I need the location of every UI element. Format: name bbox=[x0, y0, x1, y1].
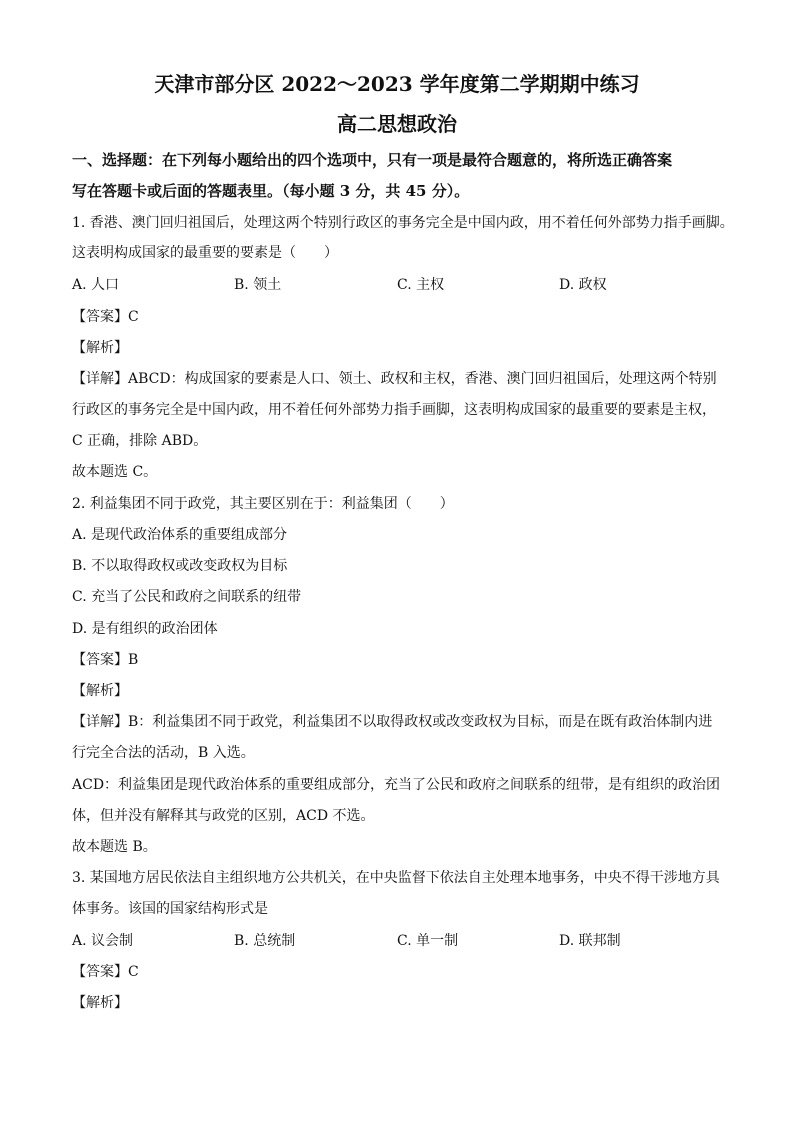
q1-option-a: A. 人口 bbox=[72, 277, 120, 293]
q3-answer: 【答案】C bbox=[72, 964, 139, 980]
section-instructions-line2: 写在答题卡或后面的答题表里。（每小题 3 分，共 45 分）。 bbox=[72, 182, 470, 200]
q2-conclusion: 故本题选 B。 bbox=[72, 839, 157, 855]
q1-detail-line1: 【详解】ABCD：构成国家的要素是人口、领土、政权和主权，香港、澳门回归祖国后，处理这两个特别 bbox=[72, 371, 717, 387]
q1-option-b: B. 领土 bbox=[234, 277, 282, 293]
q3-option-d: D. 联邦制 bbox=[559, 933, 621, 949]
q2-option-a: A. 是现代政治体系的重要组成部分 bbox=[72, 527, 288, 543]
q3-option-b: B. 总统制 bbox=[234, 933, 296, 949]
q1-detail-line2: 行政区的事务完全是中国内政，用不着任何外部势力指手画脚，这表明构成国家的最重要的要素是主权， bbox=[72, 402, 716, 418]
q1-stem-line1: 1. 香港、澳门回归祖国后，处理这两个特别行政区的事务完全是中国内政，用不着任何外部势力指手画脚。 bbox=[72, 215, 734, 231]
q1-stem-line2: 这表明构成国家的最重要的要素是（ ） bbox=[72, 245, 338, 261]
q1-option-c: C. 主权 bbox=[397, 277, 445, 293]
q2-analysis-label: 【解析】 bbox=[72, 683, 128, 699]
q1-analysis-label: 【解析】 bbox=[72, 340, 128, 356]
q2-detail-line2: 行完全合法的活动，B 入选。 bbox=[72, 745, 255, 761]
q3-option-c: C. 单一制 bbox=[397, 933, 459, 949]
q2-detail-line1: 【详解】B：利益集团不同于政党，利益集团不以取得政权或改变政权为目标，而是在既有政治体制内进 bbox=[72, 714, 713, 730]
q3-stem-line2: 体事务。该国的国家结构形式是 bbox=[72, 901, 268, 917]
q3-option-a: A. 议会制 bbox=[72, 933, 134, 949]
q2-option-c: C. 充当了公民和政府之间联系的纽带 bbox=[72, 589, 302, 605]
q2-option-d: D. 是有组织的政治团体 bbox=[72, 621, 218, 637]
q2-answer: 【答案】B bbox=[72, 652, 139, 668]
q1-option-d: D. 政权 bbox=[559, 277, 607, 293]
document-subtitle: 高二思想政治 bbox=[337, 112, 457, 136]
q1-conclusion: 故本题选 C。 bbox=[72, 464, 158, 480]
q3-stem-line1: 3. 某国地方居民依法自主组织地方公共机关，在中央监督下依法自主处理本地事务，中央不得干涉地方具 bbox=[72, 870, 720, 886]
q1-answer: 【答案】C bbox=[72, 309, 139, 325]
q3-analysis-label: 【解析】 bbox=[72, 995, 128, 1011]
q2-stem: 2. 利益集团不同于政党，其主要区别在于：利益集团（ ） bbox=[72, 496, 454, 512]
q2-detail-line4: 体，但并没有解释其与政党的区别，ACD 不选。 bbox=[72, 808, 375, 824]
q1-detail-line3: C 正确，排除 ABD。 bbox=[72, 433, 208, 449]
q2-option-b: B. 不以取得政权或改变政权为目标 bbox=[72, 558, 288, 574]
section-instructions-line1: 一、选择题：在下列每小题给出的四个选项中，只有一项是最符合题意的，将所选正确答案 bbox=[72, 151, 673, 169]
q2-detail-line3: ACD：利益集团是现代政治体系的重要组成部分，充当了公民和政府之间联系的纽带，是有组织的政治团 bbox=[72, 777, 721, 793]
document-title: 天津市部分区 2022～2023 学年度第二学期期中练习 bbox=[154, 72, 640, 96]
